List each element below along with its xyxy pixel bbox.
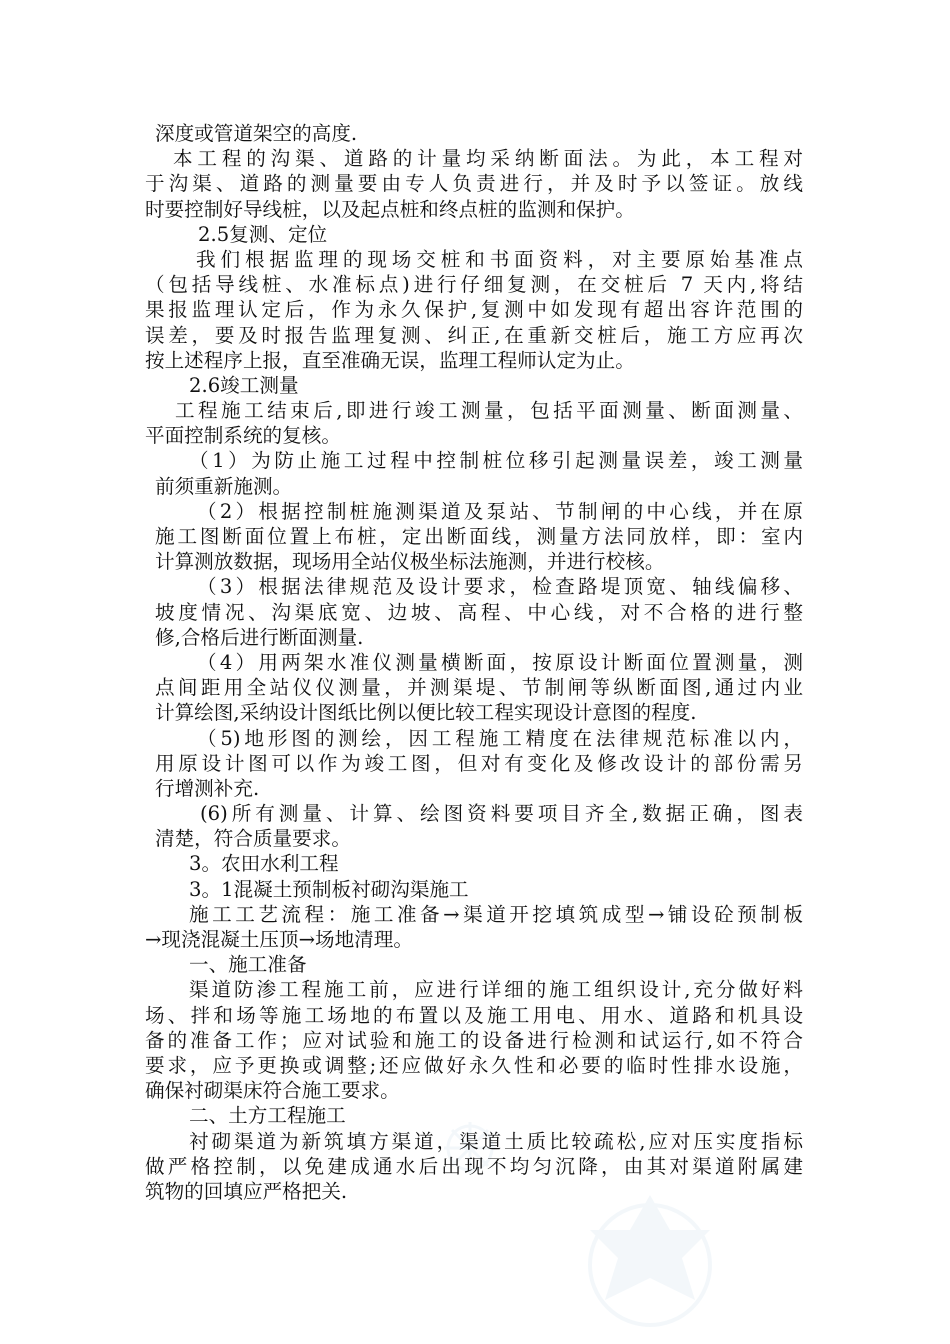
text-line: 一、施工准备 <box>189 953 307 977</box>
text-line: 本工程的沟渠、道路的计量均采纳断面法。为此，本工程对 <box>173 147 803 171</box>
text-line: 清楚，符合质量要求。 <box>155 827 351 851</box>
text-line: 修,合格后进行断面测量. <box>155 625 364 649</box>
document-body <box>145 121 803 1204</box>
text-line: 渠道防渗工程施工前，应进行详细的施工组织设计,充分做好料 <box>189 978 803 1002</box>
text-line: 坡度情况、沟渠底宽、边坡、高程、中心线，对不合格的进行整 <box>155 600 803 624</box>
text-line: 前须重新施测。 <box>155 474 293 498</box>
text-line: （3）根据法律规范及设计要求，检查路堤顶宽、轴线偏移、 <box>197 575 803 599</box>
text-line: 深度或管道架空的高度. <box>155 122 358 145</box>
text-line: 我们根据监理的现场交桩和书面资料，对主要原始基准点 <box>196 247 803 271</box>
text-line: 果报监理认定后，作为永久保护,复测中如发现有超出容许范围的 <box>145 298 803 322</box>
text-line: 平面控制系统的复核。 <box>145 424 341 448</box>
text-line: 确保衬砌渠床符合施工要求。 <box>145 1079 400 1103</box>
text-line: 计算测放数据，现场用全站仪极坐标法施测，并进行校核。 <box>155 550 665 574</box>
text-line: 场、拌和场等施工场地的布置以及施工用电、用水、道路和机具设 <box>145 1003 803 1027</box>
text-line: （4）用两架水准仪测量横断面，按原设计断面位置测量，测 <box>197 650 803 674</box>
text-line: 3。农田水利工程 <box>189 852 339 876</box>
text-line: 衬砌渠道为新筑填方渠道，渠道土质比较疏松,应对压实度指标 <box>189 1129 803 1153</box>
text-line: 按上述程序上报，直至准确无误，监理工程师认定为止。 <box>145 348 635 372</box>
text-line: 施工图断面位置上布桩，定出断面线，测量方法同放样，即：室内 <box>155 525 803 548</box>
text-line: 点间距用全站仪仪测量，并测渠堤、节制闸等纵断面图,通过内业 <box>155 676 803 700</box>
text-line: （5)地形图的测绘，因工程施工精度在法律规范标准以内， <box>197 726 803 750</box>
text-line: 备的准备工作；应对试验和施工的设备进行检测和试运行,如不符合 <box>145 1028 803 1052</box>
text-line: （包括导线桩、水准标点)进行仔细复测，在交桩后 7 天内,将结 <box>145 273 803 297</box>
text-line: 用原设计图可以作为竣工图，但对有变化及修改设计的部份需另 <box>155 751 803 775</box>
text-line: 时要控制好导线桩，以及起点桩和终点桩的监测和保护。 <box>145 197 635 221</box>
text-line: →现浇混凝土压顶→场地清理。 <box>145 928 413 951</box>
text-line: (6)所有测量、计算、绘图资料要项目齐全,数据正确，图表 <box>200 802 803 826</box>
text-line: 计算绘图,采纳设计图纸比例以便比较工程实现设计意图的程度. <box>155 701 697 725</box>
text-line: 做严格控制，以免建成通水后出现不均匀沉降，由其对渠道附属建 <box>145 1154 803 1178</box>
text-line: （2）根据控制桩施测渠道及泵站、节制闸的中心线，并在原 <box>197 499 803 523</box>
text-line: 行增测补充. <box>155 776 260 800</box>
text-line: 要求，应予更换或调整;还应做好永久性和必要的临时性排水设施， <box>145 1053 803 1077</box>
text-line: 二、土方工程施工 <box>189 1104 346 1128</box>
text-line: 2.5复测、定位 <box>198 222 328 246</box>
text-line: 施工工艺流程：施工准备→渠道开挖填筑成型→铺设砼预制板 <box>189 902 803 926</box>
text-line: 2.6竣工测量 <box>189 373 299 397</box>
text-line: 3。1混凝土预制板衬砌沟渠施工 <box>189 877 469 901</box>
text-line: 筑物的回填应严格把关. <box>145 1179 348 1203</box>
text-line: （1）为防止施工过程中控制桩位移引起测量误差，竣工测量 <box>189 449 803 473</box>
text-line: 误差，要及时报告监理复测、纠正,在重新交桩后，施工方应再次 <box>145 323 803 347</box>
text-line: 工程施工结束后,即进行竣工测量，包括平面测量、断面测量、 <box>175 399 803 423</box>
text-line: 于沟渠、道路的测量要由专人负责进行，并及时予以签证。放线 <box>145 172 803 196</box>
watermark-snowflake-large-icon <box>570 1190 730 1340</box>
